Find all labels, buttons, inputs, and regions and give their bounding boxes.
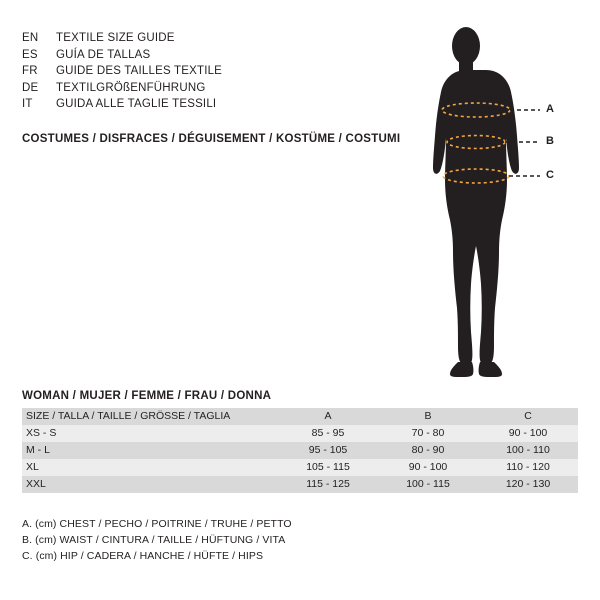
language-row-en	[22, 30, 362, 47]
language-code-fr: FR	[22, 65, 38, 77]
cell-a: 115 - 125	[278, 476, 378, 493]
legend-item-b: B. (cm) WAIST / CINTURA / TAILLE / HÜFTUNG / VITA	[22, 534, 286, 546]
measure-label-group	[400, 18, 580, 378]
category-line: COSTUMES / DISFRACES / DÉGUISEMENT / KOSTÜME / COSTUMI	[22, 133, 401, 145]
language-code-de: DE	[22, 81, 39, 94]
measure-label-b: B	[546, 135, 555, 147]
language-code-es: ES	[22, 48, 38, 61]
cell-b: 90 - 100	[378, 459, 478, 476]
language-list	[22, 30, 362, 113]
table-title: WOMAN / MUJER / FEMME / FRAU / DONNA	[22, 390, 272, 402]
measurement-legend	[22, 516, 292, 564]
size-table	[22, 408, 578, 493]
cell-a: 95 - 105	[278, 442, 378, 459]
cell-size: M - L	[22, 442, 278, 459]
column-header-b: B	[378, 408, 478, 425]
language-text-en: TEXTILE SIZE GUIDE	[56, 32, 175, 44]
legend-item-a: A. (cm) CHEST / PECHO / POITRINE / TRUHE / PETTO	[22, 518, 292, 530]
column-header-a: A	[278, 408, 378, 425]
language-code-en: EN	[22, 32, 39, 44]
cell-c: 90 - 100	[478, 425, 578, 442]
language-text-es: GUÍA DE TALLAS	[56, 48, 151, 61]
language-text-fr: GUIDE DES TAILLES TEXTILE	[56, 65, 223, 77]
table-header-row	[22, 408, 578, 425]
column-header-size: SIZE / TALLA / TAILLE / GRÖSSE / TAGLIA	[22, 408, 278, 425]
cell-size: XXL	[22, 476, 278, 493]
measure-label-c: C	[546, 169, 555, 181]
language-row-de	[22, 80, 362, 97]
table-row	[22, 442, 578, 459]
table-row	[22, 459, 578, 476]
table-row	[22, 425, 578, 442]
cell-c: 100 - 110	[478, 442, 578, 459]
cell-size: XS - S	[22, 425, 278, 442]
language-row-it	[22, 96, 362, 113]
column-header-c: C	[478, 408, 578, 425]
cell-b: 100 - 115	[378, 476, 478, 493]
size-table-area	[22, 390, 578, 493]
cell-a: 85 - 95	[278, 425, 378, 442]
cell-size: XL	[22, 459, 278, 476]
table-row	[22, 476, 578, 493]
language-row-fr	[22, 63, 362, 80]
measure-label-a: A	[546, 103, 555, 115]
language-row-es	[22, 47, 362, 64]
cell-c: 110 - 120	[478, 459, 578, 476]
legend-item-c: C. (cm) HIP / CADERA / HANCHE / HÜFTE / HIPS	[22, 550, 264, 562]
cell-c: 120 - 130	[478, 476, 578, 493]
female-silhouette-figure	[400, 18, 580, 378]
language-text-it: GUIDA ALLE TAGLIE TESSILI	[56, 98, 217, 110]
cell-a: 105 - 115	[278, 459, 378, 476]
language-text-de: TEXTILGRÖßENFÜHRUNG	[56, 81, 206, 94]
language-code-it: IT	[22, 98, 33, 110]
cell-b: 70 - 80	[378, 425, 478, 442]
cell-b: 80 - 90	[378, 442, 478, 459]
